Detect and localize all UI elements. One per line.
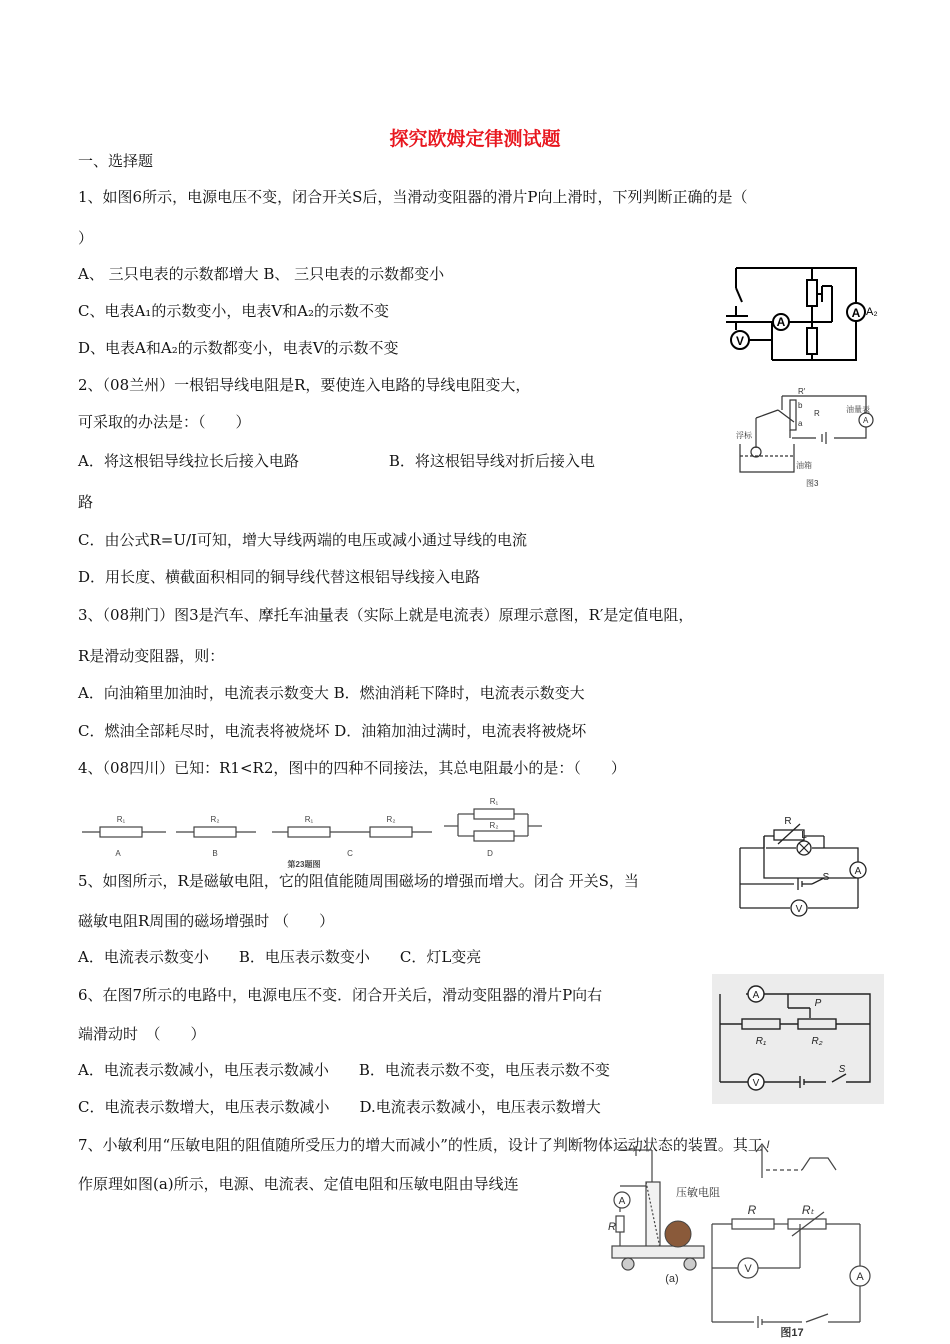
fig4-label: R₂ bbox=[386, 815, 396, 824]
fig4-label: R₁ bbox=[489, 797, 499, 806]
fig4-label: R₁ bbox=[304, 815, 314, 824]
q1-stem-end: ） bbox=[78, 229, 94, 247]
q2-option-c: C．由公式R=U/I可知，增大导线两端的电压或减小通过导线的电流 bbox=[78, 531, 527, 549]
q7-stem-2: 作原理如图(a)所示，电源、电流表、定值电阻和压敏电阻由导线连 bbox=[78, 1175, 519, 1193]
fig4-option: B bbox=[212, 849, 218, 858]
q5-stem: 5、如图所示，R是磁敏电阻，它的阻值能随周围磁场的增强而增大。闭合 开关S，当 bbox=[78, 872, 639, 890]
fig6-label: R₁ bbox=[755, 1036, 767, 1047]
q3-option-cd: C．燃油全部耗尽时，电流表将被烧坏 D．油箱加油过满时，电流表将被烧坏 bbox=[78, 722, 587, 740]
fig2-label: b bbox=[798, 401, 803, 410]
q4-resistor-combos-figure bbox=[80, 792, 550, 872]
q1-option-ab: A、 三只电表的示数都增大 B、 三只电表的示数都变小 bbox=[78, 265, 445, 283]
fig6-label: S bbox=[838, 1064, 846, 1075]
q5-circuit-figure bbox=[734, 808, 880, 926]
fig5-label: A bbox=[854, 866, 862, 877]
fig7-label: A bbox=[856, 1271, 864, 1283]
fig6-label: R₂ bbox=[811, 1036, 823, 1047]
fig4-label: R₂ bbox=[489, 821, 499, 830]
fig6-label: P bbox=[814, 998, 822, 1009]
fig1-label: A₂ bbox=[866, 306, 878, 318]
q1-circuit-figure bbox=[722, 262, 882, 370]
q2-option-b-end: 路 bbox=[78, 493, 94, 511]
fig4-label: R₂ bbox=[210, 815, 220, 824]
fig4-label: R₁ bbox=[116, 815, 126, 824]
fig7-label: I bbox=[766, 1139, 770, 1151]
fig6-label: A bbox=[752, 990, 760, 1001]
fig7-label: A bbox=[618, 1196, 626, 1207]
fig2-caption: 图3 bbox=[806, 479, 819, 488]
section-heading: 一、选择题 bbox=[78, 152, 154, 170]
page-title: 探究欧姆定律测试题 bbox=[389, 128, 561, 150]
q6-stem-2: 端滑动时 （ ） bbox=[78, 1025, 206, 1043]
q3-stem: 3、（08荆门）图3是汽车、摩托车油量表（实际上就是电流表）原理示意图，R′是定值电阻， bbox=[78, 606, 694, 624]
fig7-label: 压敏电阻 bbox=[676, 1187, 720, 1199]
fig1-label: A bbox=[851, 306, 861, 320]
fig1-label: V bbox=[735, 334, 745, 348]
q7-device-figure bbox=[606, 1136, 876, 1338]
fig7-label: (a) bbox=[665, 1273, 679, 1285]
q3-fuel-gauge-figure bbox=[734, 382, 884, 492]
q6-option-cd: C．电流表示数增大，电压表示数减小 D.电流表示数减小，电压表示数增大 bbox=[78, 1098, 601, 1116]
q5-options: A．电流表示数变小 B．电压表示数变小 C．灯L变亮 bbox=[78, 948, 482, 966]
q2-stem-2: 可采取的办法是：（ ） bbox=[78, 413, 251, 431]
fig5-label: L bbox=[801, 830, 807, 841]
fig7-label: Rₜ bbox=[801, 1203, 815, 1217]
q2-option-d: D．用长度、横截面积相同的铜导线代替这根铝导线接入电路 bbox=[78, 568, 481, 586]
q4-stem: 4、（08四川）已知：R1<R2，图中的四种不同接法，其总电阻最小的是：（ ） bbox=[78, 759, 626, 777]
fig7-caption: 图17 bbox=[780, 1327, 804, 1338]
fig2-label: a bbox=[798, 419, 803, 428]
fig7-label: R bbox=[608, 1221, 616, 1233]
fig5-label: S bbox=[822, 872, 830, 883]
fig4-option: D bbox=[487, 849, 493, 858]
fig2-label: A bbox=[863, 416, 869, 425]
fig2-label: 油箱 bbox=[796, 461, 812, 470]
fig2-label: R bbox=[814, 409, 820, 418]
q6-stem: 6、在图7所示的电路中，电源电压不变．闭合开关后，滑动变阻器的滑片P向右 bbox=[78, 986, 603, 1004]
q3-option-ab: A．向油箱里加油时，电流表示数变大 B．燃油消耗下降时，电流表示数变大 bbox=[78, 684, 585, 702]
fig1-label: A bbox=[776, 315, 786, 329]
fig2-label: R′ bbox=[798, 387, 806, 396]
q2-stem: 2、（08兰州）一根铝导线电阻是R，要使连入电路的导线电阻变大， bbox=[78, 376, 531, 394]
q2-option-ab: A．将这根铝导线拉长后接入电路 B．将这根铝导线对折后接入电 bbox=[78, 452, 595, 470]
fig5-label: R bbox=[784, 816, 792, 827]
fig5-label: V bbox=[795, 904, 803, 915]
fig4-caption: 第23题图 bbox=[287, 860, 321, 869]
q3-stem-2: R是滑动变阻器，则： bbox=[78, 647, 225, 665]
q1-option-d: D、电表A和A₂的示数都变小，电表V的示数不变 bbox=[78, 339, 399, 357]
q1-stem: 1、如图6所示，电源电压不变，闭合开关S后，当滑动变阻器的滑片P向上滑时，下列判断正确的是（ bbox=[78, 188, 748, 206]
fig2-label: 浮标 bbox=[736, 431, 752, 440]
fig2-label: 油量表 bbox=[846, 405, 870, 414]
q6-option-ab: A．电流表示数减小，电压表示数减小 B．电流表示数不变，电压表示数不变 bbox=[78, 1061, 610, 1079]
q6-circuit-figure bbox=[712, 974, 884, 1104]
fig4-option: A bbox=[115, 849, 121, 858]
fig7-label: V bbox=[744, 1263, 752, 1275]
fig7-label: R bbox=[747, 1203, 757, 1217]
q5-stem-2: 磁敏电阻R周围的磁场增强时 （ ） bbox=[78, 912, 335, 930]
q1-option-c: C、电表A₁的示数变小，电表V和A₂的示数不变 bbox=[78, 302, 390, 320]
fig4-option: C bbox=[347, 849, 353, 858]
q7-stem: 7、小敏利用“压敏电阻的阻值随所受压力的增大而减小”的性质，设计了判断物体运动状态的装置。其工 bbox=[78, 1136, 763, 1154]
fig6-label: V bbox=[752, 1078, 760, 1089]
